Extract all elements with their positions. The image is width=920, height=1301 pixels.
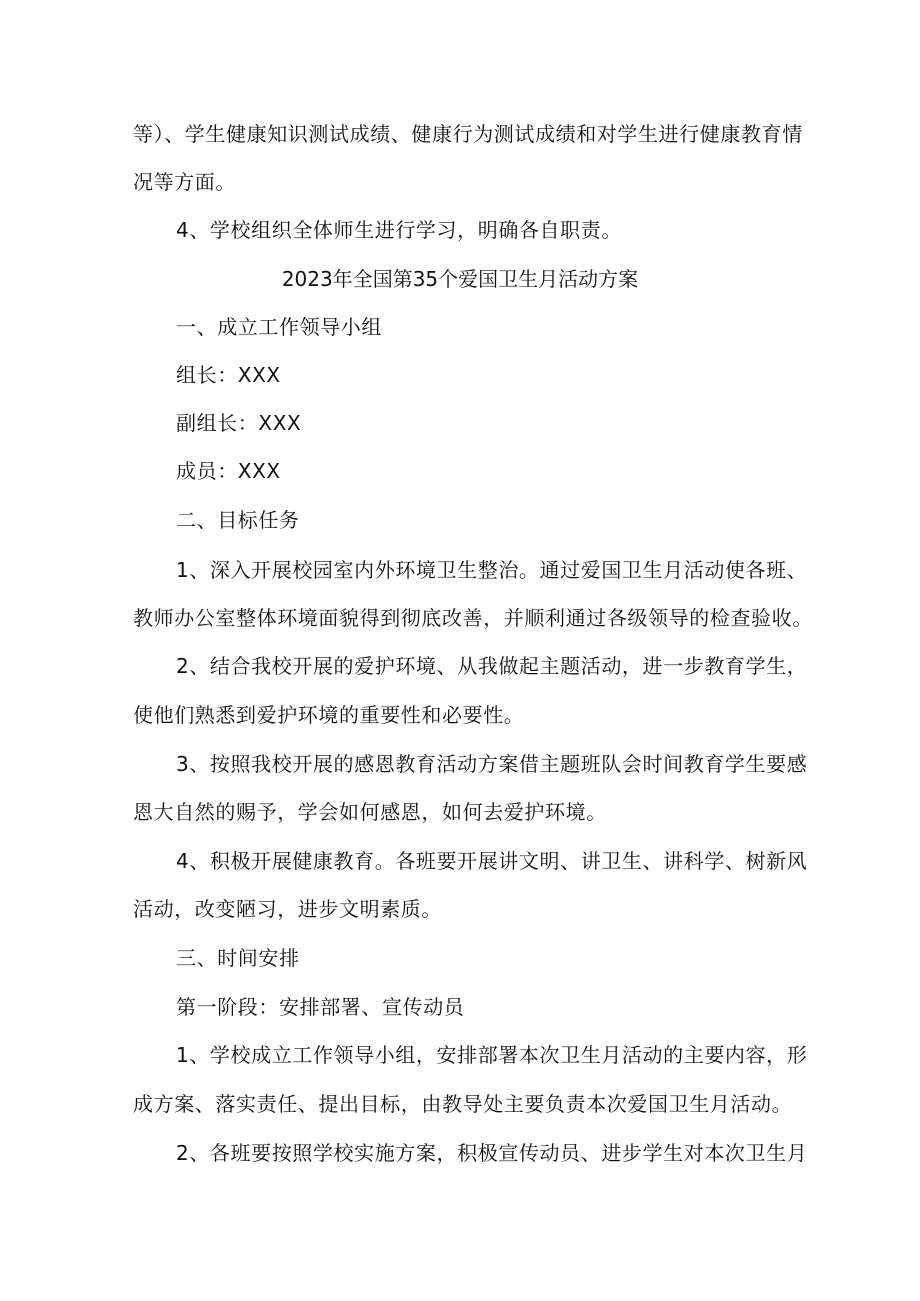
paragraph-line: 活动，改变陋习，进步文明素质。 [133,897,442,921]
paragraph-line: 恩大自然的赐予，学会如何感恩，如何去爱护环境。 [133,800,607,824]
paragraph-line: 等）、学生健康知识测试成绩、健康行为测试成绩和对学生进行健康教育情 [133,122,803,146]
section-heading: 一、成立工作领导小组 [176,315,382,339]
paragraph-line: 4、积极开展健康教育。各班要开展讲文明、讲卫生、讲科学、树新风 [176,849,808,873]
paragraph-line: 组长：XXX [176,363,281,387]
paragraph-line: 1、学校成立工作领导小组，安排部署本次卫生月活动的主要内容，形 [176,1043,808,1067]
paragraph-line: 成员：XXX [176,459,281,483]
subsection-heading: 第一阶段：安排部署、宣传动员 [176,995,465,1019]
paragraph-line: 2、结合我校开展的爱护环境、从我做起主题活动，进一步教育学生， [176,654,808,678]
paragraph-line: 副组长：XXX [176,411,302,435]
paragraph-line: 1、深入开展校园室内外环境卫生整治。通过爱国卫生月活动使各班、 [176,558,808,582]
paragraph-line: 教师办公室整体环境面貌得到彻底改善，并顺利通过各级领导的检查验收。 [133,606,813,630]
paragraph-line: 2、各班要按照学校实施方案，积极宣传动员、进步学生对本次卫生月 [176,1141,808,1165]
paragraph-line: 况等方面。 [133,170,236,194]
paragraph-line: 4、学校组织全体师生进行学习，明确各自职责。 [176,218,622,242]
paragraph-line: 成方案、落实责任、提出目标，由教导处主要负责本次爱国卫生月活动。 [133,1092,793,1116]
paragraph-line: 使他们熟悉到爱护环境的重要性和必要性。 [133,703,525,727]
section-heading: 二、目标任务 [176,508,300,532]
section-heading: 三、时间安排 [176,946,300,970]
document-title: 2023年全国第35个爱国卫生月活动方案 [281,267,639,291]
paragraph-line: 3、按照我校开展的感恩教育活动方案借主题班队会时间教育学生要感 [176,752,808,776]
